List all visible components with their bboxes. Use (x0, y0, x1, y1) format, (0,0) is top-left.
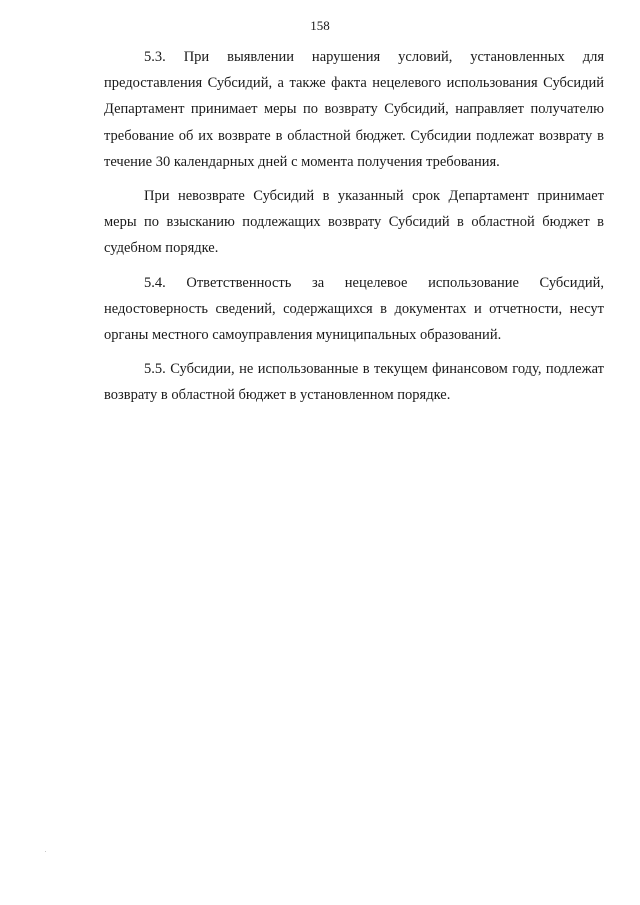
page-number: 158 (310, 18, 330, 33)
document-body (104, 44, 604, 417)
scan-artifact (45, 851, 46, 852)
paragraph-5-3-continued: При невозврате Субсидий в указанный срок Департамент принимает меры по взысканию подлежащих возврату Субсидий в областной бюджет в судебном порядке. (104, 188, 604, 257)
paragraph-5-4: 5.4. Ответственность за нецелевое использование Субсидий, недостоверность сведений, содержащихся в документах и отчетности, несут органы местного самоуправления муниципальных образований. (104, 274, 604, 344)
paragraph-5-3: 5.3. При выявлении нарушения условий, установленных для предоставления Субсидий, а также факта нецелевого использования Субсидий Департамент принимает меры по возврату Субсидий, направляет получателю требование об их возврате в областной бюджет. Субсидии подлежат возврату в течение 30 календарных дней с момента получения требования. (104, 49, 604, 170)
paragraph-5-5: 5.5. Субсидии, не использованные в текущем финансовом году, подлежат возврату в областной бюджет в установленном порядке. (104, 361, 604, 404)
